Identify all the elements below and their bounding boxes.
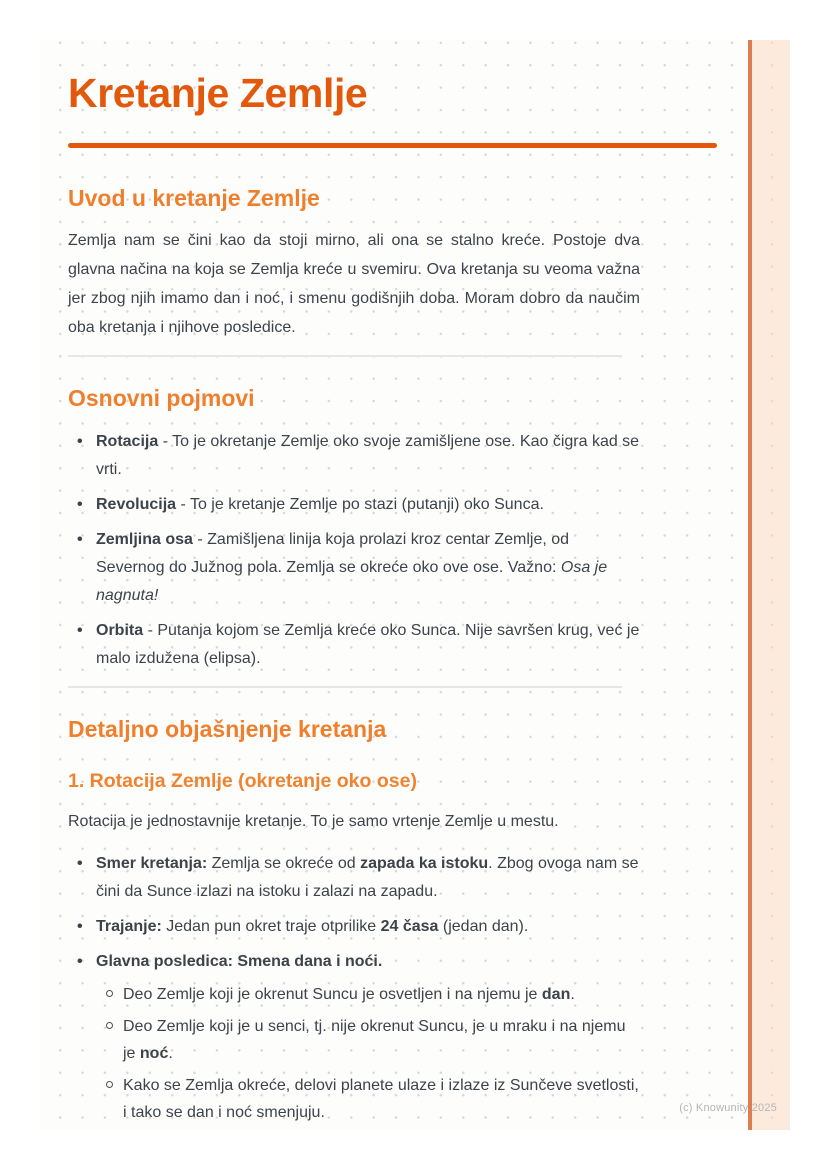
dot-bullet-icon: •	[77, 496, 83, 513]
text-segment: Glavna posledica: Smena dana i noći.	[96, 953, 383, 970]
circle-bullet-icon	[96, 981, 123, 1008]
bullet-item	[68, 491, 640, 519]
dot-bullet-icon: •	[77, 953, 83, 970]
section-divider	[68, 686, 622, 688]
text-segment: Rotacija	[96, 433, 159, 450]
bullet-text	[123, 1072, 640, 1126]
text-segment: Deo Zemlje koji je u senci, tj. nije okrenut Suncu, je u mraku i na njemu je	[123, 1018, 626, 1062]
dot-bullet-icon: •	[77, 531, 83, 548]
circle-glyph	[106, 1022, 113, 1029]
dot-bullet-icon: •	[77, 918, 83, 935]
document-body	[68, 185, 640, 1126]
text-segment: Smer kretanja:	[96, 855, 208, 872]
text-segment: zapada ka istoku	[360, 855, 489, 872]
document-content	[68, 70, 640, 1126]
text-segment: Zemlja nam se čini kao da stoji mirno, ali ona se stalno kreće. Postoje dva glavna načina na koja se Zemlja kreće u svemiru. Ova kretanja su veoma važna jer zbog njih imamo dan i noć, i smenu godišnjih doba. Moram dobro da naučim oba kretanja i njihove posledice.	[68, 232, 640, 336]
bullet-item	[68, 913, 640, 941]
title-underline	[68, 143, 717, 148]
text-segment: Zemlja se okreće od	[207, 855, 361, 872]
bullet-list	[68, 428, 640, 673]
text-segment: - To je kretanje Zemlje po stazi (putanji) oko Sunca.	[176, 496, 544, 513]
circle-glyph	[106, 1081, 113, 1088]
bullet-item	[68, 850, 640, 906]
bullet-text	[96, 491, 640, 519]
text-segment: - Putanja kojom se Zemlja kreće oko Sunca. Nije savršen krug, već je malo izdužena (elipsa).	[96, 622, 640, 667]
sub-bullet-item	[96, 1072, 640, 1126]
circle-glyph	[106, 990, 113, 997]
bullet-text	[123, 981, 640, 1008]
bullet-list	[68, 850, 640, 1126]
text-segment: Trajanje:	[96, 918, 162, 935]
dot-bullet-icon: •	[77, 433, 83, 450]
page-title: Kretanje Zemlje	[68, 70, 368, 116]
circle-bullet-icon	[96, 1013, 123, 1067]
sub-bullet-list	[96, 981, 640, 1126]
text-segment: Kako se Zemlja okreće, delovi planete ulaze i izlaze iz Sunčeve svetlosti, i tako se dan i noć smenjuju.	[123, 1077, 639, 1121]
section-divider	[68, 355, 622, 357]
text-segment: Deo Zemlje koji je okrenut Suncu je osvetljen i na njemu je	[123, 986, 542, 1003]
right-margin-stripe	[748, 40, 790, 1130]
dot-bullet-icon: •	[77, 622, 83, 639]
text-segment: Jedan pun okret traje otprilike	[161, 918, 381, 935]
bullet-text	[123, 1013, 640, 1067]
text-segment: Rotacija je jednostavnije kretanje. To je samo vrtenje Zemlje u mestu.	[68, 813, 559, 830]
bullet-item	[68, 526, 640, 610]
sub-bullet-item	[96, 1013, 640, 1067]
bullet-text	[96, 850, 640, 906]
text-segment: .	[168, 1045, 173, 1062]
subsection-heading: 1. Rotacija Zemlje (okretanje oko ose)	[68, 770, 417, 792]
bullet-text	[96, 428, 640, 484]
text-segment: - Zamišljena linija koja prolazi kroz centar Zemlje, od Severnog do Južnog pola. Zemlja se okreće oko ove ose. Važno:	[96, 531, 570, 576]
circle-bullet-icon	[96, 1072, 123, 1126]
text-segment: Orbita	[96, 622, 144, 639]
paragraph	[68, 226, 640, 342]
section-heading: Detaljno objašnjenje kretanja	[68, 716, 387, 742]
text-segment: (jedan dan).	[438, 918, 529, 935]
bullet-text	[96, 617, 640, 673]
paragraph	[68, 807, 640, 836]
text-segment: dan	[541, 986, 571, 1003]
text-segment: - To je okretanje Zemlje oko svoje zamišljene ose. Kao čigra kad se vrti.	[96, 433, 640, 478]
bullet-item	[68, 617, 640, 673]
paper-background	[40, 40, 790, 1130]
bullet-text	[96, 526, 640, 610]
bullet-item	[68, 948, 640, 1126]
text-segment: .	[570, 986, 575, 1003]
section-heading: Uvod u kretanje Zemlje	[68, 185, 320, 211]
text-segment: Osa je nagnuta!	[96, 559, 608, 604]
dot-bullet-icon: •	[77, 855, 83, 872]
text-segment: noć	[139, 1045, 169, 1062]
text-segment: . Zbog ovoga nam se čini da Sunce izlazi na istoku i zalazi na zapadu.	[96, 855, 639, 900]
bullet-text	[96, 913, 640, 941]
text-segment: Revolucija	[96, 496, 177, 513]
text-segment: 24 časa	[380, 918, 439, 935]
copyright-footer: (c) Knowunity 2025	[679, 1102, 777, 1114]
text-segment: Zemljina osa	[96, 531, 193, 548]
sub-bullet-item	[96, 981, 640, 1008]
bullet-item	[68, 428, 640, 484]
section-heading: Osnovni pojmovi	[68, 385, 255, 411]
bullet-text	[96, 948, 640, 1126]
